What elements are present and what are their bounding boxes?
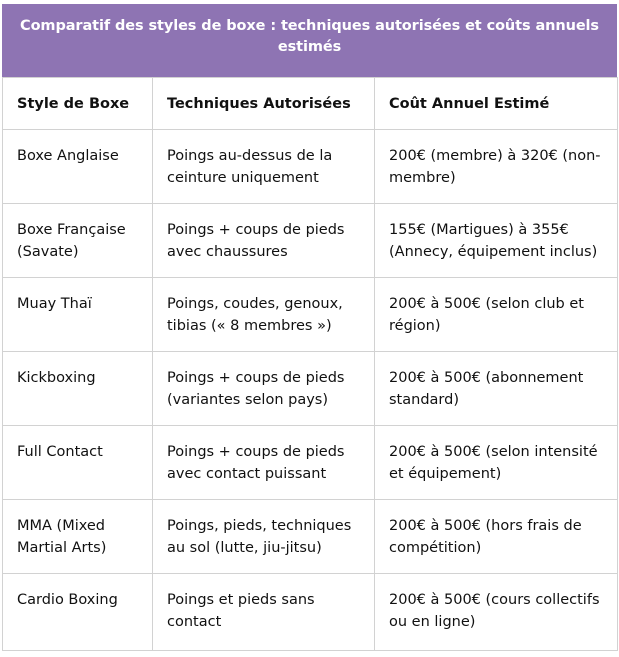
header-row — [3, 78, 618, 130]
cell-style: Boxe Anglaise — [3, 130, 153, 204]
cell-cost: 200€ à 500€ (hors frais de compétition) — [375, 500, 618, 574]
table-row — [3, 130, 618, 204]
cell-cost: 155€ (Martigues) à 355€ (Annecy, équipement inclus) — [375, 204, 618, 278]
cell-style: Muay Thaï — [3, 278, 153, 352]
header-techniques: Techniques Autorisées — [153, 78, 375, 130]
cell-techniques: Poings, coudes, genoux, tibias (« 8 membres ») — [153, 278, 375, 352]
table-row — [3, 574, 618, 651]
cell-cost: 200€ à 500€ (cours collectifs ou en ligne) — [375, 574, 618, 651]
cell-cost: 200€ à 500€ (abonnement standard) — [375, 352, 618, 426]
cell-style: MMA (Mixed Martial Arts) — [3, 500, 153, 574]
table-caption: Comparatif des styles de boxe : techniques autorisées et coûts annuels estimés — [2, 4, 617, 77]
cell-cost: 200€ (membre) à 320€ (non-membre) — [375, 130, 618, 204]
cell-cost: 200€ à 500€ (selon intensité et équipement) — [375, 426, 618, 500]
cell-style: Boxe Française (Savate) — [3, 204, 153, 278]
cell-style: Full Contact — [3, 426, 153, 500]
cell-techniques: Poings + coups de pieds (variantes selon pays) — [153, 352, 375, 426]
header-cost: Coût Annuel Estimé — [375, 78, 618, 130]
cell-techniques: Poings, pieds, techniques au sol (lutte, jiu-jitsu) — [153, 500, 375, 574]
table-row — [3, 204, 618, 278]
comparison-table-container — [2, 4, 617, 651]
cell-cost: 200€ à 500€ (selon club et région) — [375, 278, 618, 352]
table-row — [3, 278, 618, 352]
cell-techniques: Poings au-dessus de la ceinture uniquement — [153, 130, 375, 204]
cell-style: Kickboxing — [3, 352, 153, 426]
header-style: Style de Boxe — [3, 78, 153, 130]
cell-techniques: Poings et pieds sans contact — [153, 574, 375, 651]
comparison-table — [2, 77, 618, 651]
cell-style: Cardio Boxing — [3, 574, 153, 651]
table-row — [3, 500, 618, 574]
table-row — [3, 352, 618, 426]
cell-techniques: Poings + coups de pieds avec chaussures — [153, 204, 375, 278]
cell-techniques: Poings + coups de pieds avec contact puissant — [153, 426, 375, 500]
table-row — [3, 426, 618, 500]
